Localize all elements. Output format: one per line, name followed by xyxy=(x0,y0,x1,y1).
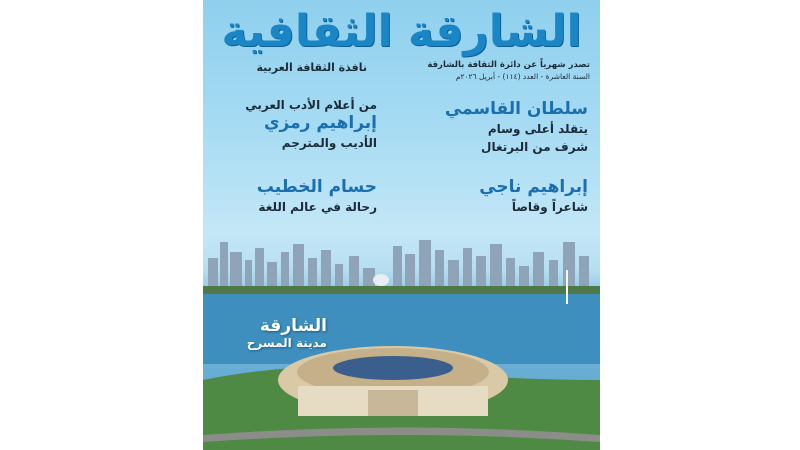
cover-story-qasimi xyxy=(413,98,588,156)
theatre-entrance xyxy=(368,390,418,416)
shoreline xyxy=(203,286,600,294)
issue-info: السنة العاشرة - العدد (١١٤) - أبريل ٢٠٢٦م xyxy=(455,72,590,81)
story-kicker: من أعلام الأدب العربي xyxy=(245,98,377,112)
story-line: رحالة في عالم اللغة xyxy=(258,200,377,214)
mosque-dome xyxy=(373,274,389,286)
story-headline: إبراهيم رمزي xyxy=(263,113,377,133)
publisher-line: تصدر شهرياً عن دائرة الثقافة بالشارقة xyxy=(427,60,590,70)
story-headline: إبراهيم ناجي xyxy=(479,177,588,197)
story-line: شرف من البرتغال xyxy=(481,140,588,154)
cover-story-naji xyxy=(413,176,588,216)
story-line: الأديب والمترجم xyxy=(281,136,377,150)
feature-title: الشارقة xyxy=(259,316,327,336)
magazine-cover xyxy=(203,0,600,450)
story-headline: حسام الخطيب xyxy=(256,177,377,197)
tagline: نافذة الثقافة العربية xyxy=(256,61,367,74)
feature-subtitle: مدينة المسرح xyxy=(246,336,327,350)
cover-story-khatib xyxy=(217,176,377,216)
story-headline: سلطان القاسمي xyxy=(444,99,588,119)
fountain xyxy=(566,270,568,304)
theatre-stage xyxy=(333,356,453,380)
masthead-title: الشارقة الثقافية xyxy=(221,6,582,57)
feature-story xyxy=(217,316,327,350)
cover-story-ramzi xyxy=(217,98,377,152)
story-line: يتقلد أعلى وسام xyxy=(487,122,588,136)
publisher-info xyxy=(400,60,590,82)
story-line: شاعراً وقاصاً xyxy=(511,200,588,214)
skyline-buildings xyxy=(208,240,589,288)
